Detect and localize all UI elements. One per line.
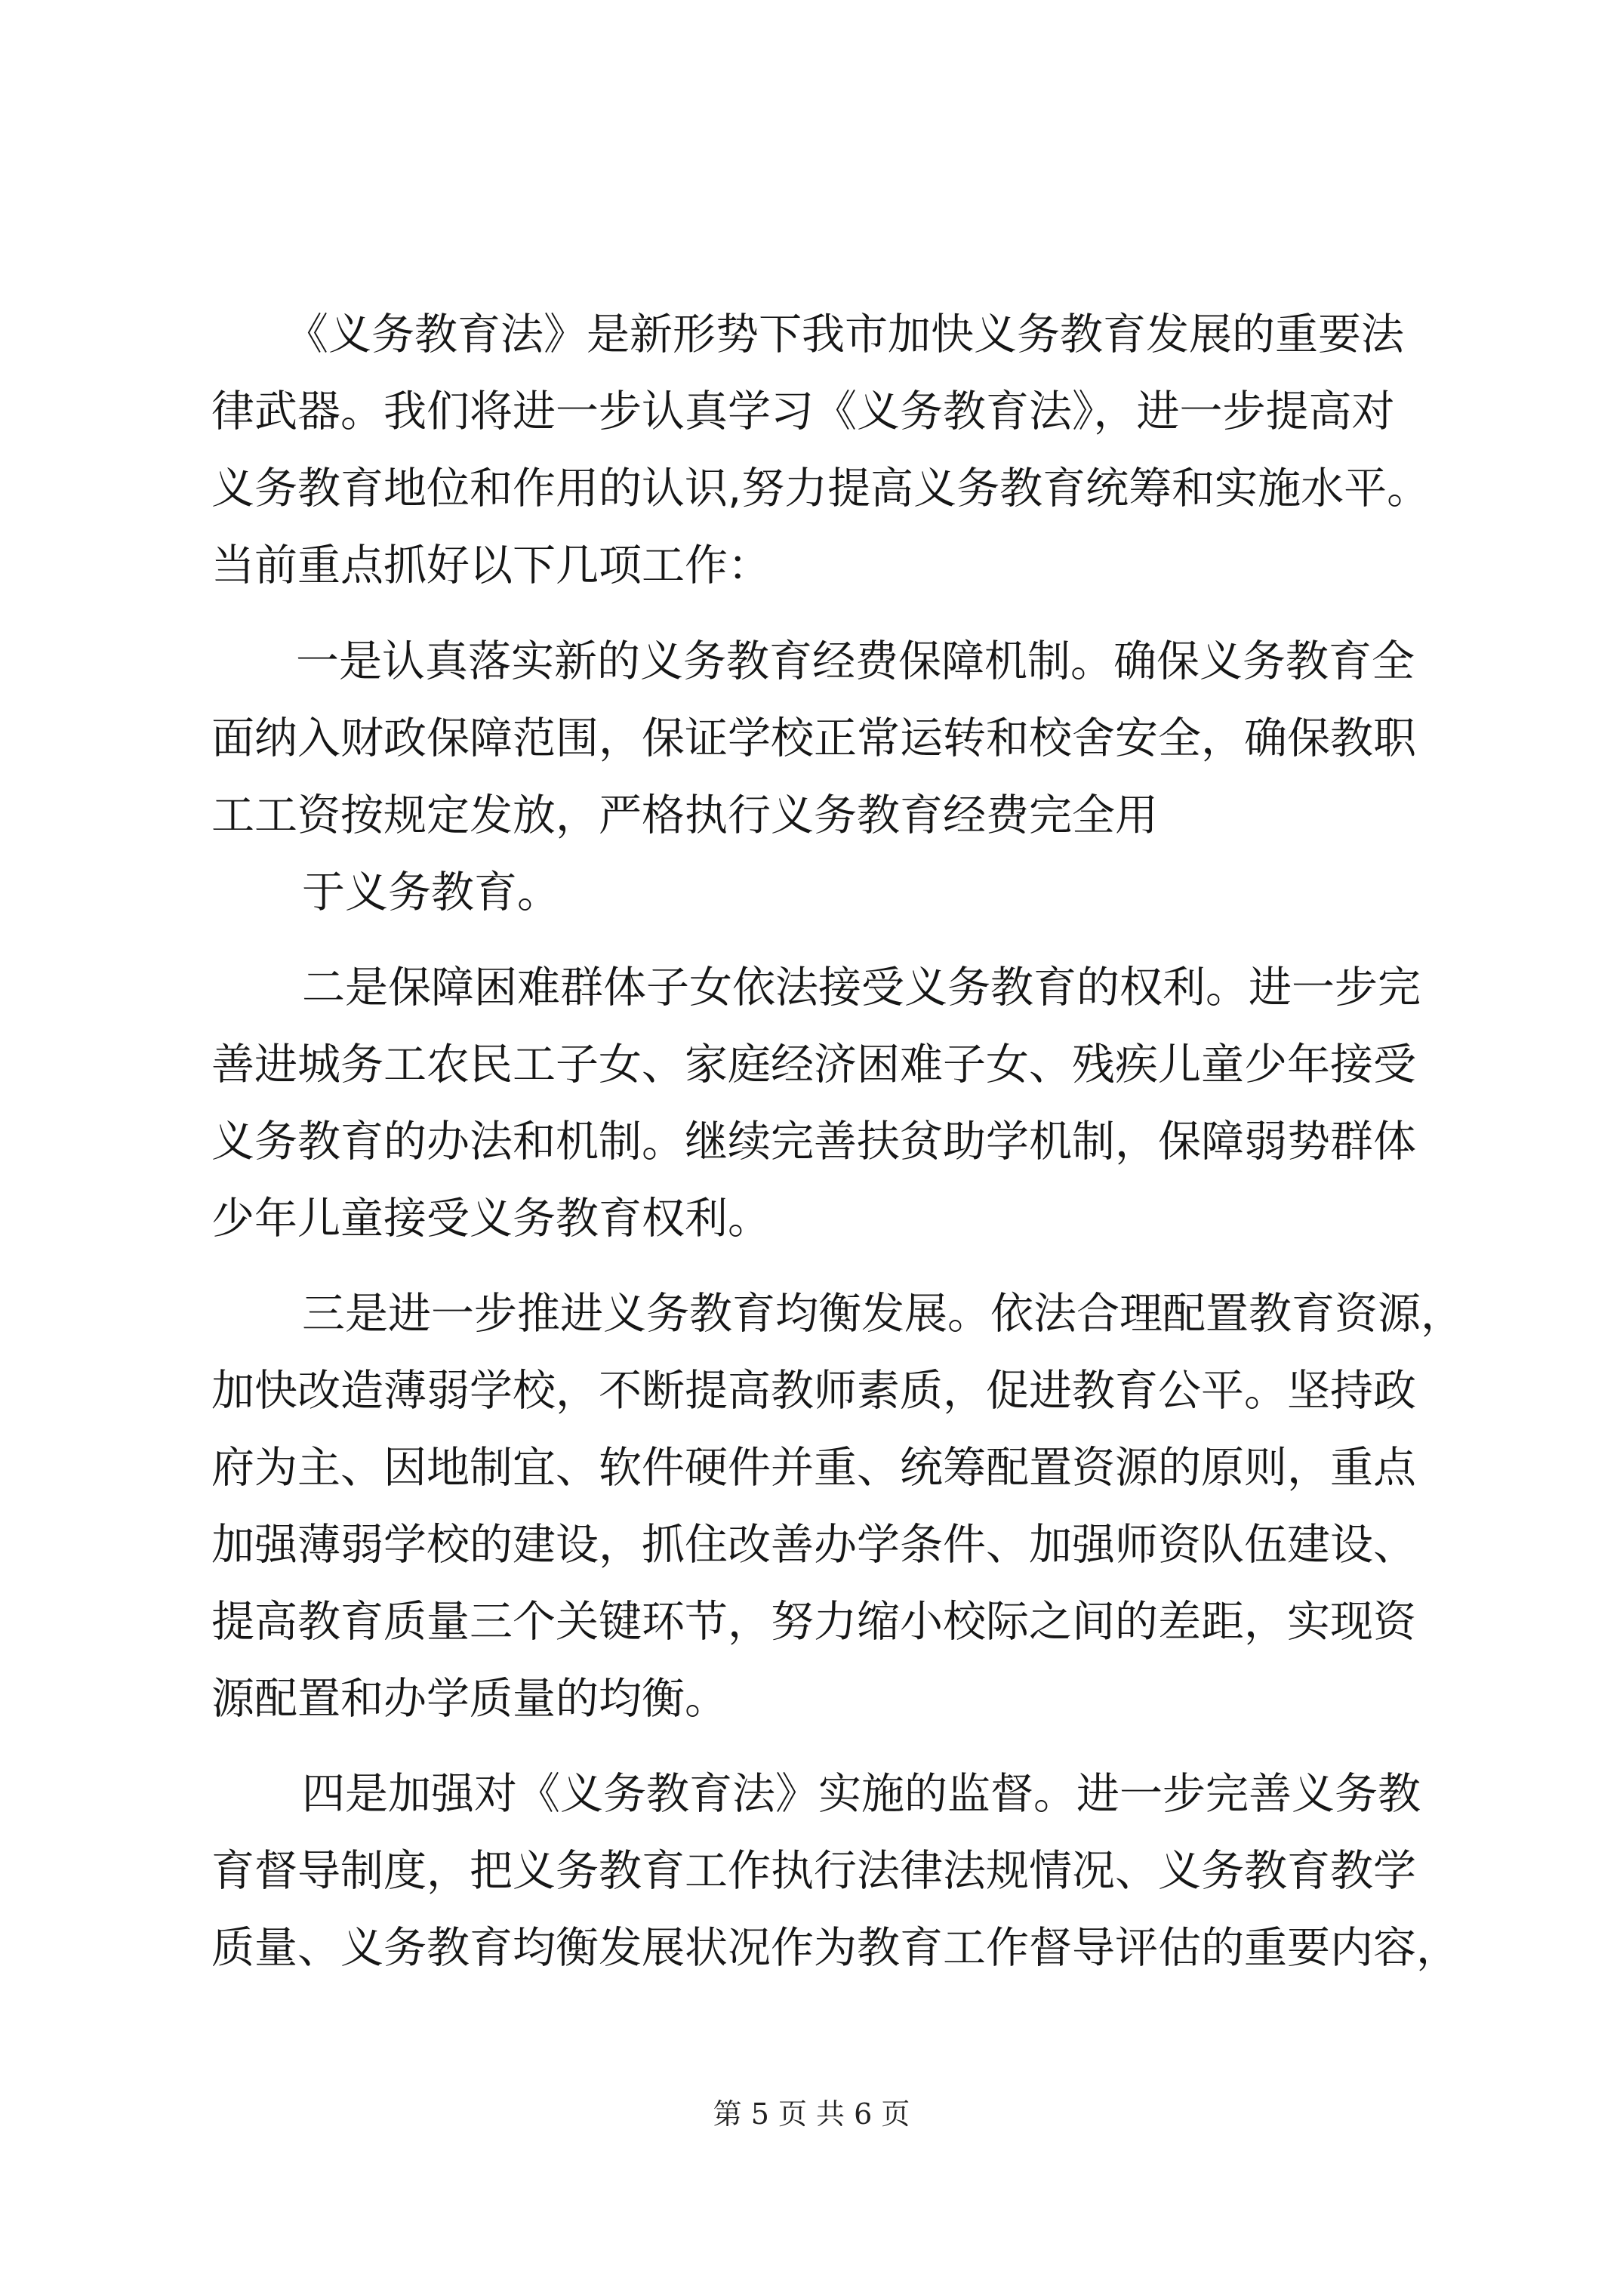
text-line-04: 当前重点抓好以下几项工作： bbox=[211, 541, 771, 590]
text-line-11: 义务教育的办法和机制。继续完善扶贫助学机制，保障弱势群体 bbox=[211, 1117, 1416, 1166]
text-line-07: 工工资按规定发放，严格执行义务教育经费完全用 bbox=[211, 791, 1158, 840]
text-line-02: 律武器。我们将进一步认真学习《义务教育法》，进一步提高对 bbox=[211, 387, 1395, 436]
text-line-01: 《义务教育法》是新形势下我市加快义务教育发展的重要法 bbox=[285, 310, 1404, 359]
text-line-14: 加快改造薄弱学校，不断提高教师素质，促进教育公平。坚持政 bbox=[211, 1366, 1416, 1416]
text-line-06: 面纳入财政保障范围，保证学校正常运转和校舍安全，确保教职 bbox=[211, 713, 1416, 763]
text-line-05: 一是认真落实新的义务教育经费保障机制。确保义务教育全 bbox=[296, 636, 1415, 686]
text-line-20: 育督导制度，把义务教育工作执行法律法规情况、义务教育教学 bbox=[211, 1846, 1416, 1896]
text-line-16: 加强薄弱学校的建设，抓住改善办学条件、加强师资队伍建设、 bbox=[211, 1520, 1416, 1570]
text-line-12: 少年儿童接受义务教育权利。 bbox=[211, 1194, 771, 1244]
text-line-03: 义务教育地位和作用的认识,努力提高义务教育统筹和实施水平。 bbox=[211, 464, 1431, 513]
page-footer: 第 5 页 共 6 页 bbox=[713, 2097, 910, 2131]
text-line-19: 四是加强对《义务教育法》实施的监督。进一步完善义务教 bbox=[302, 1769, 1421, 1819]
text-line-13: 三是进一步推进义务教育均衡发展。依法合理配置教育资源， bbox=[302, 1289, 1464, 1339]
text-line-15: 府为主、因地制宜、软件硬件并重、统筹配置资源的原则，重点 bbox=[211, 1443, 1416, 1493]
text-line-08: 于义务教育。 bbox=[302, 868, 560, 917]
text-line-17: 提高教育质量三个关键环节，努力缩小校际之间的差距，实现资 bbox=[211, 1597, 1416, 1647]
text-line-09: 二是保障困难群体子女依法接受义务教育的权利。进一步完 bbox=[302, 963, 1421, 1012]
text-line-18: 源配置和办学质量的均衡。 bbox=[211, 1674, 728, 1724]
text-line-10: 善进城务工农民工子女、家庭经济困难子女、残疾儿童少年接受 bbox=[211, 1040, 1416, 1089]
text-line-21: 质量、义务教育均衡发展状况作为教育工作督导评估的重要内容， bbox=[211, 1923, 1459, 1973]
